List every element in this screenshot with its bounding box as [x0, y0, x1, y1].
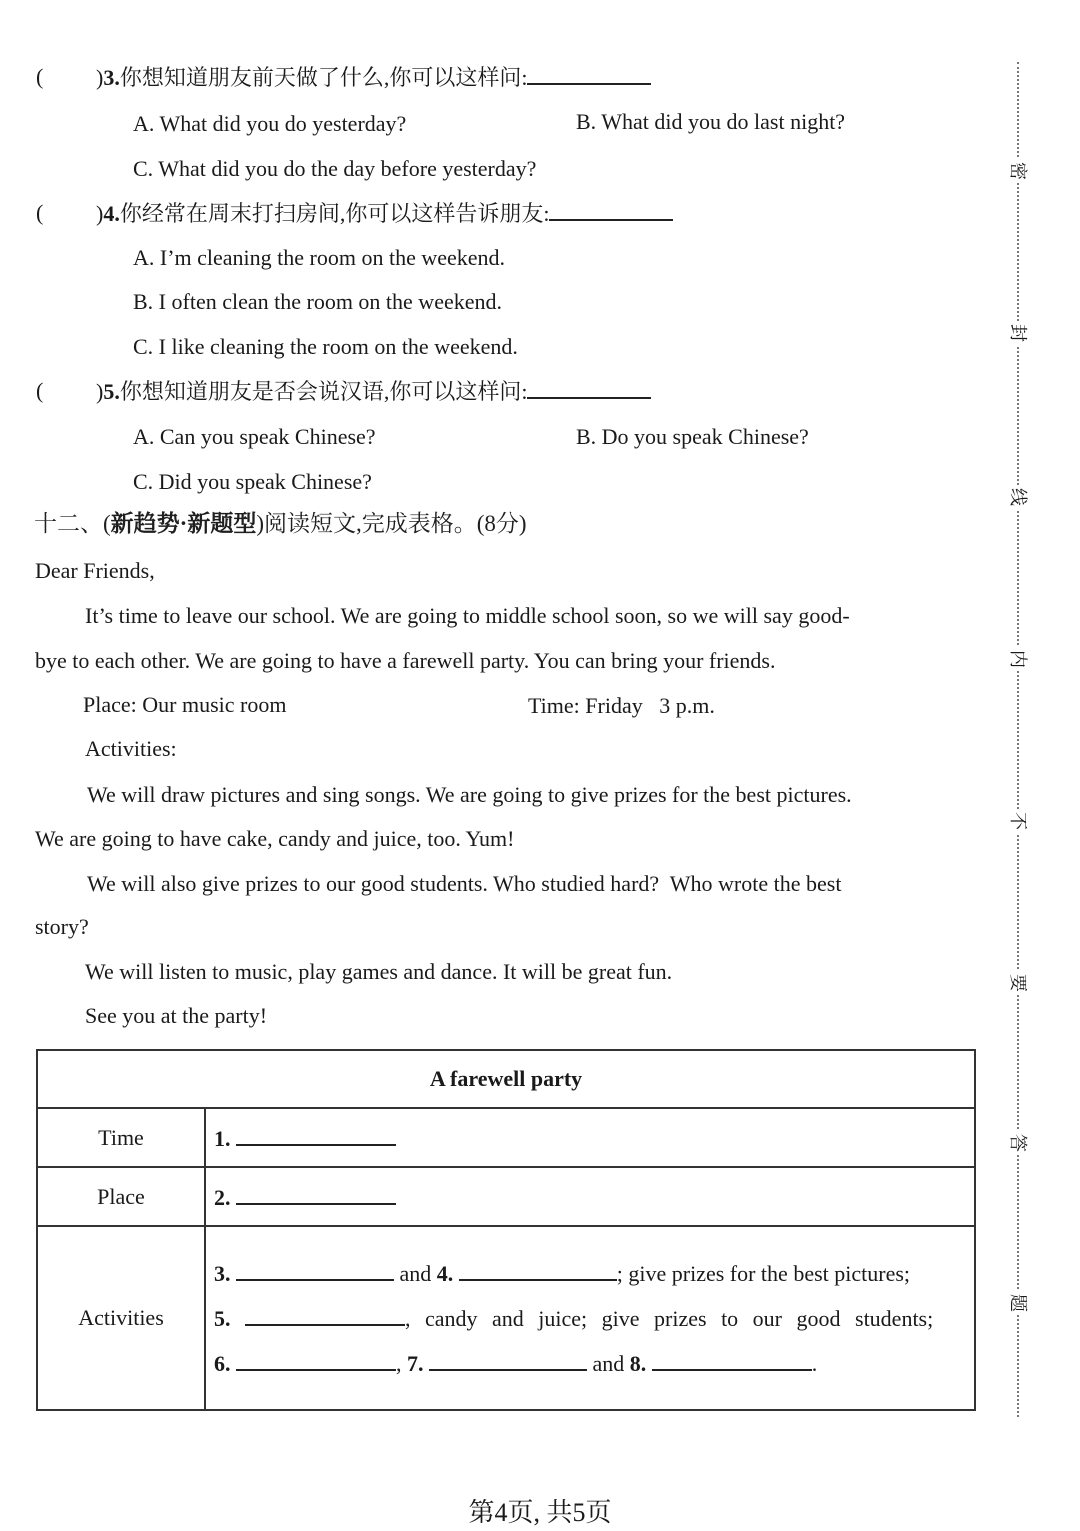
margin-char: 线: [1007, 485, 1029, 509]
option-a: A. Can you speak Chinese?: [133, 424, 376, 449]
paragraph-line: It’s time to leave our school. We are going to middle school soon, so we will say good-: [85, 603, 850, 628]
answer-blank-8: [652, 1349, 812, 1371]
margin-char: 题: [1007, 1291, 1029, 1315]
option-c: C. What did you do the day before yesterday?: [133, 156, 537, 181]
answer-blank-2: [236, 1183, 396, 1205]
table-title: A farewell party: [37, 1050, 975, 1108]
table-row: [37, 1167, 975, 1226]
table-row: [37, 1226, 975, 1410]
paragraph-line: story?: [35, 914, 89, 939]
activities-heading: Activities:: [85, 736, 177, 761]
activity-text: , candy and juice; give prizes to our good students;: [405, 1305, 934, 1331]
option-a: A. What did you do yesterday?: [133, 111, 407, 136]
paragraph-line: We will draw pictures and sing songs. We are going to give prizes for the best pictures.: [87, 782, 852, 807]
margin-char: 要: [1007, 971, 1029, 995]
section-heading: [34, 510, 527, 538]
party-time: Time: Friday 3 p.m.: [528, 693, 715, 718]
answer-blank-5: [245, 1304, 405, 1326]
answer-blank-1: [236, 1124, 396, 1146]
answer-blank-7: [429, 1349, 587, 1371]
answer-bracket-open[interactable]: (: [36, 200, 44, 225]
question-text: 你经常在周末打扫房间,你可以这样告诉朋友:: [119, 201, 550, 226]
question-text: 你想知道朋友前天做了什么,你可以这样问:: [119, 65, 528, 90]
option-c: C. Did you speak Chinese?: [133, 469, 372, 494]
question-number: 3.: [103, 65, 120, 90]
option-b: B. Do you speak Chinese?: [576, 424, 809, 449]
option-b: B. I often clean the room on the weekend.: [133, 289, 502, 314]
place-answer-cell: [205, 1167, 975, 1226]
margin-char: 封: [1007, 321, 1029, 345]
margin-char: 答: [1007, 1131, 1029, 1155]
section-instruction: )阅读短文,完成表格。(8分): [256, 511, 527, 536]
binding-line: [1017, 62, 1019, 1417]
paragraph-line: We will also give prizes to our good students. Who studied hard? Who wrote the best: [87, 871, 842, 896]
blank-number: 2.: [214, 1184, 231, 1210]
answer-blank: [527, 377, 651, 399]
margin-char: 密: [1007, 159, 1029, 183]
margin-char: 不: [1007, 809, 1029, 833]
activity-text: ; give prizes for the best pictures;: [616, 1260, 911, 1286]
blank-number: 8.: [629, 1350, 647, 1376]
blank-number: 3.: [214, 1260, 231, 1286]
option-b: B. What did you do last night?: [576, 109, 846, 134]
section-tag: 新趋势·新题型: [110, 511, 257, 536]
answer-bracket-open[interactable]: (: [36, 378, 44, 403]
question-prompt: [96, 377, 651, 406]
paragraph-line: We are going to have cake, candy and juice, too. Yum!: [35, 826, 515, 851]
farewell-party-table: [36, 1049, 976, 1411]
row-label-activities: Activities: [37, 1226, 205, 1410]
question-prompt: [96, 63, 651, 92]
question-prompt: [96, 199, 673, 228]
row-label-place: Place: [37, 1167, 205, 1226]
question-number: 5.: [103, 379, 120, 404]
option-a: A. I’m cleaning the room on the weekend.: [133, 245, 506, 270]
blank-number: 1.: [214, 1125, 231, 1151]
table-row: [37, 1108, 975, 1167]
blank-number: 4.: [436, 1260, 454, 1286]
paragraph-line: We will listen to music, play games and dance. It will be great fun.: [85, 959, 673, 984]
answer-bracket-close: ): [96, 201, 104, 226]
blank-number: 7.: [407, 1350, 424, 1376]
answer-blank-4: [459, 1259, 617, 1281]
connector-text: .: [811, 1350, 818, 1376]
letter-greeting: Dear Friends,: [35, 558, 155, 583]
answer-bracket-open[interactable]: (: [36, 64, 44, 89]
blank-number: 5.: [214, 1305, 231, 1331]
answer-blank-3: [236, 1259, 394, 1281]
option-c: C. I like cleaning the room on the weekend.: [133, 334, 518, 359]
answer-blank: [527, 63, 651, 85]
party-place: Place: Our music room: [83, 692, 287, 717]
letter-closing: See you at the party!: [85, 1003, 268, 1028]
connector-text: and: [394, 1260, 437, 1286]
answer-bracket-close: ): [96, 379, 104, 404]
question-number: 4.: [103, 201, 120, 226]
activities-answer-cell: [205, 1226, 975, 1410]
time-answer-cell: [205, 1108, 975, 1167]
answer-blank: [549, 199, 673, 221]
margin-char: 内: [1007, 647, 1029, 671]
answer-blank-6: [236, 1349, 396, 1371]
connector-text: ,: [396, 1350, 407, 1376]
connector-text: and: [587, 1350, 630, 1376]
row-label-time: Time: [37, 1108, 205, 1167]
paragraph-line: bye to each other. We are going to have a farewell party. You can bring your friends.: [35, 648, 776, 673]
page-number: 第4页, 共5页: [468, 1498, 612, 1527]
blank-number: 6.: [214, 1350, 231, 1376]
section-number: 十二、(: [34, 511, 111, 536]
question-text: 你想知道朋友是否会说汉语,你可以这样问:: [119, 379, 528, 404]
answer-bracket-close: ): [96, 65, 104, 90]
